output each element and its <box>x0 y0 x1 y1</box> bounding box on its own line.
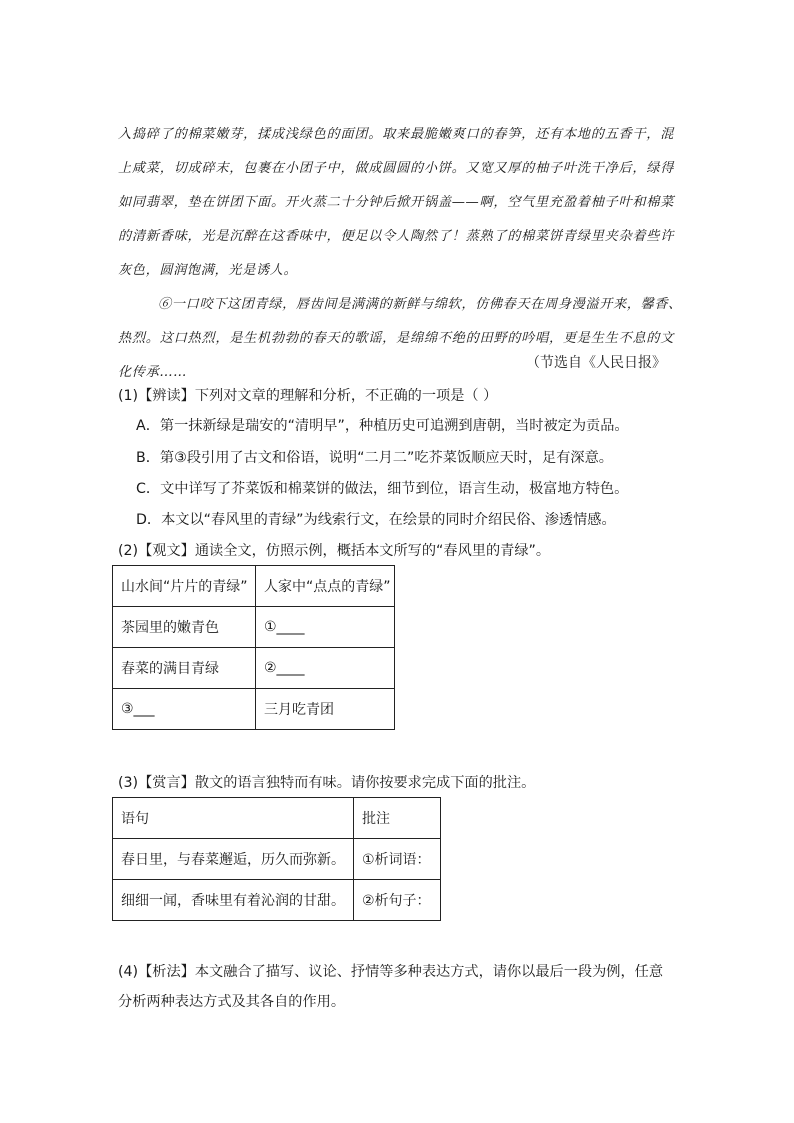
option-c: C．文中详写了芥菜饭和棉菜饼的做法，细节到位，语言生动，极富地方特色。 <box>136 481 629 497</box>
table-cell: 春日里，与春菜邂逅，历久而弥新。 <box>113 839 354 880</box>
passage-line: 灰色，圆润饱满，光是诱人。 <box>118 263 298 278</box>
question-3-table <box>112 797 441 921</box>
option-d: D．本文以“春风里的青绿”为线索行文，在绘景的同时介绍民俗、渗透情感。 <box>136 512 616 528</box>
table-cell: ①析词语： <box>354 839 441 880</box>
table-cell: 三月吃青团 <box>256 689 395 730</box>
passage-line: 如同翡翠，垫在饼团下面。开火蒸二十分钟后掀开锅盖——啊，空气里充盈着柚子叶和棉菜 <box>118 195 674 210</box>
table-cell: 细细一闻，香味里有着沁润的甘甜。 <box>113 880 354 921</box>
passage-line: 的清新香味，光是沉醉在这香味中，便足以令人陶然了！蒸熟了的棉菜饼青绿里夹杂着些许 <box>118 229 674 244</box>
passage-line: 热烈。这口热烈，是生机勃勃的春天的歌谣，是绵绵不绝的田野的吟唱，更是生生不息的文 <box>118 331 674 346</box>
table-cell: 批注 <box>354 798 441 839</box>
table-cell: 茶园里的嫩青色 <box>113 607 256 648</box>
option-a: A．第一抹新绿是瑞安的“清明早”，种植历史可追溯到唐朝，当时被定为贡品。 <box>136 418 629 434</box>
table-cell: ①____ <box>256 607 395 648</box>
source-citation: （节选自《人民日报》 <box>526 355 666 371</box>
table-cell: ②析句子： <box>354 880 441 921</box>
question-1-stem: (1)【辨读】下列对文章的理解和分析，不正确的一项是（ ） <box>118 388 498 404</box>
question-4-stem: (4)【析法】本文融合了描写、议论、抒情等多种表达方式，请你以最后一段为例，任意分析两种表达方式及其各自的作用。 <box>118 964 664 1010</box>
table-cell: 人家中“点点的青绿” <box>256 566 395 607</box>
table-cell: 语句 <box>113 798 354 839</box>
table-cell: 山水间“片片的青绿” <box>113 566 256 607</box>
table-cell: 春菜的满目青绿 <box>113 648 256 689</box>
passage-line: 入捣碎了的棉菜嫩芽，揉成浅绿色的面团。取来最脆嫩爽口的春笋，还有本地的五香干，混 <box>118 127 674 142</box>
table-cell: ②____ <box>256 648 395 689</box>
question-3-stem: (3)【赏言】散文的语言独特而有味。请你按要求完成下面的批注。 <box>118 775 536 791</box>
table-cell: ③___ <box>113 689 256 730</box>
passage-line: 化传承…… <box>118 365 187 380</box>
option-b: B．第③段引用了古文和俗语，说明“二月二”吃芥菜饭顺应天时，足有深意。 <box>136 450 613 466</box>
passage-line: ⑥一口咬下这团青绿，唇齿间是满满的新鲜与绵软，仿佛春天在周身漫溢开来，馨香、 <box>158 297 682 312</box>
passage-line: 上咸菜，切成碎末，包裹在小团子中，做成圆圆的小饼。又宽又厚的柚子叶洗干净后，绿得 <box>118 161 674 176</box>
question-2-stem: (2)【观文】通读全文，仿照示例，概括本文所写的“春风里的青绿”。 <box>118 543 551 559</box>
question-2-table <box>112 565 395 730</box>
